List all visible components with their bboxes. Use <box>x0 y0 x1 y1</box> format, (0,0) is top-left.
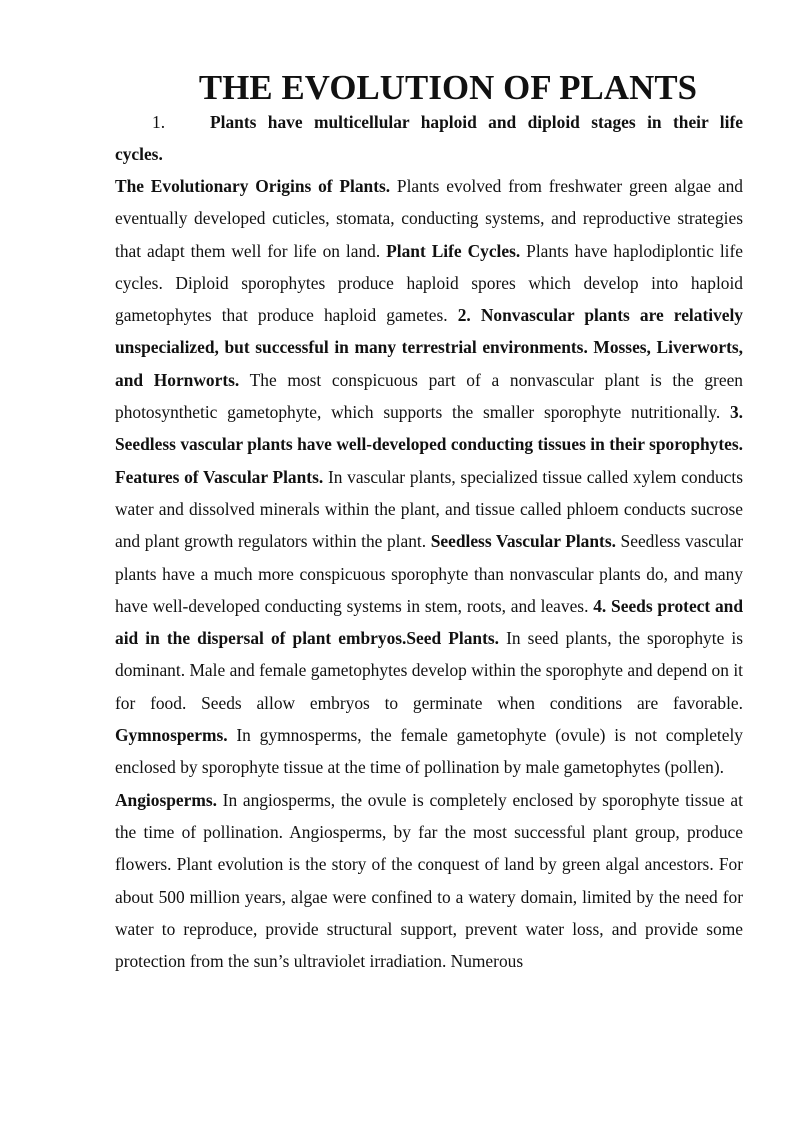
subheading-gymnosperms: Gymnosperms. <box>115 725 228 746</box>
body-text: The most conspicuous part of a nonvascular plant is the green photosynthetic gametophyte, which supports the smaller sporophyte nutritionally. <box>115 369 743 423</box>
subheading-plant-life-cycles: Plant Life Cycles. <box>386 240 521 261</box>
body-text: In gymnosperms, the female gametophyte (ovule) is not completely enclosed by sporophyte tissue at the time of pollination by male gametophytes (pollen). <box>115 725 743 778</box>
body-text: Seedless vascular plants have a much more conspicuous sporophyte than nonvascular plants do, and many have well-developed conducting systems in stem, roots, and leaves. <box>115 531 743 616</box>
body-text: In angiosperms, the ovule is completely enclosed by sporophyte tissue at the time of pollination. Angiosperms, by far the most successful plant group, produce flowers. Plant evolution is the story of the conquest of land by green algal ancestors. For about 500 million years, algae were confined to a watery domain, limited by the need for water to reproduce, provide structural support, prevent water loss, and provide some protection from the sun’s ultraviolet irradiation. Numerous <box>115 789 743 972</box>
section-heading <box>115 106 743 138</box>
subheading-seedless-vascular-features: 3. Seedless vascular plants have well-developed conducting tissues in their sporophytes. Features of Vascular Plants. <box>115 402 743 487</box>
body-text: In vascular plants, specialized tissue called xylem conducts water and dissolved minerals within the plant, and tissue called phloem conducts sucrose and plant growth regulators within the plant. <box>115 466 743 552</box>
body-text: In seed plants, the sporophyte is dominant. Male and female gametophytes develop within the sporophyte and depend on it for food. Seeds allow embryos to germinate when conditions are favorable. <box>115 628 743 713</box>
body-text: Plants evolved from freshwater green algae and eventually developed cuticles, stomata, conducting systems, and reproductive strategies that adapt them well for life on land. <box>115 176 743 261</box>
body-text: Plants have haplodiplontic life cycles. Diploid sporophytes produce haploid spores which develop into haploid gametophytes that produce haploid gametes. <box>115 240 743 326</box>
heading-number: 1. <box>152 112 166 132</box>
body-paragraph-2 <box>115 784 743 978</box>
heading-text-line2: cycles. <box>115 144 163 164</box>
subheading-seed-plants: 4. Seeds protect and aid in the dispersal of plant embryos.Seed Plants. <box>115 595 744 649</box>
document-title: THE EVOLUTION OF PLANTS <box>198 68 698 107</box>
body-paragraph-1 <box>115 170 743 784</box>
subheading-nonvascular-plants: 2. Nonvascular plants are relatively unspecialized, but successful in many terrestrial environments. Mosses, Liverworts, and Hornworts. <box>115 305 744 390</box>
subheading-angiosperms: Angiosperms. <box>115 789 217 810</box>
heading-text-line1: Plants have multicellular haploid and diploid stages in their life <box>210 112 743 132</box>
document-page <box>115 68 744 977</box>
subheading-seedless-vascular-plants: Seedless Vascular Plants. <box>430 531 616 552</box>
subheading-evolutionary-origins: The Evolutionary Origins of Plants. <box>115 176 391 196</box>
